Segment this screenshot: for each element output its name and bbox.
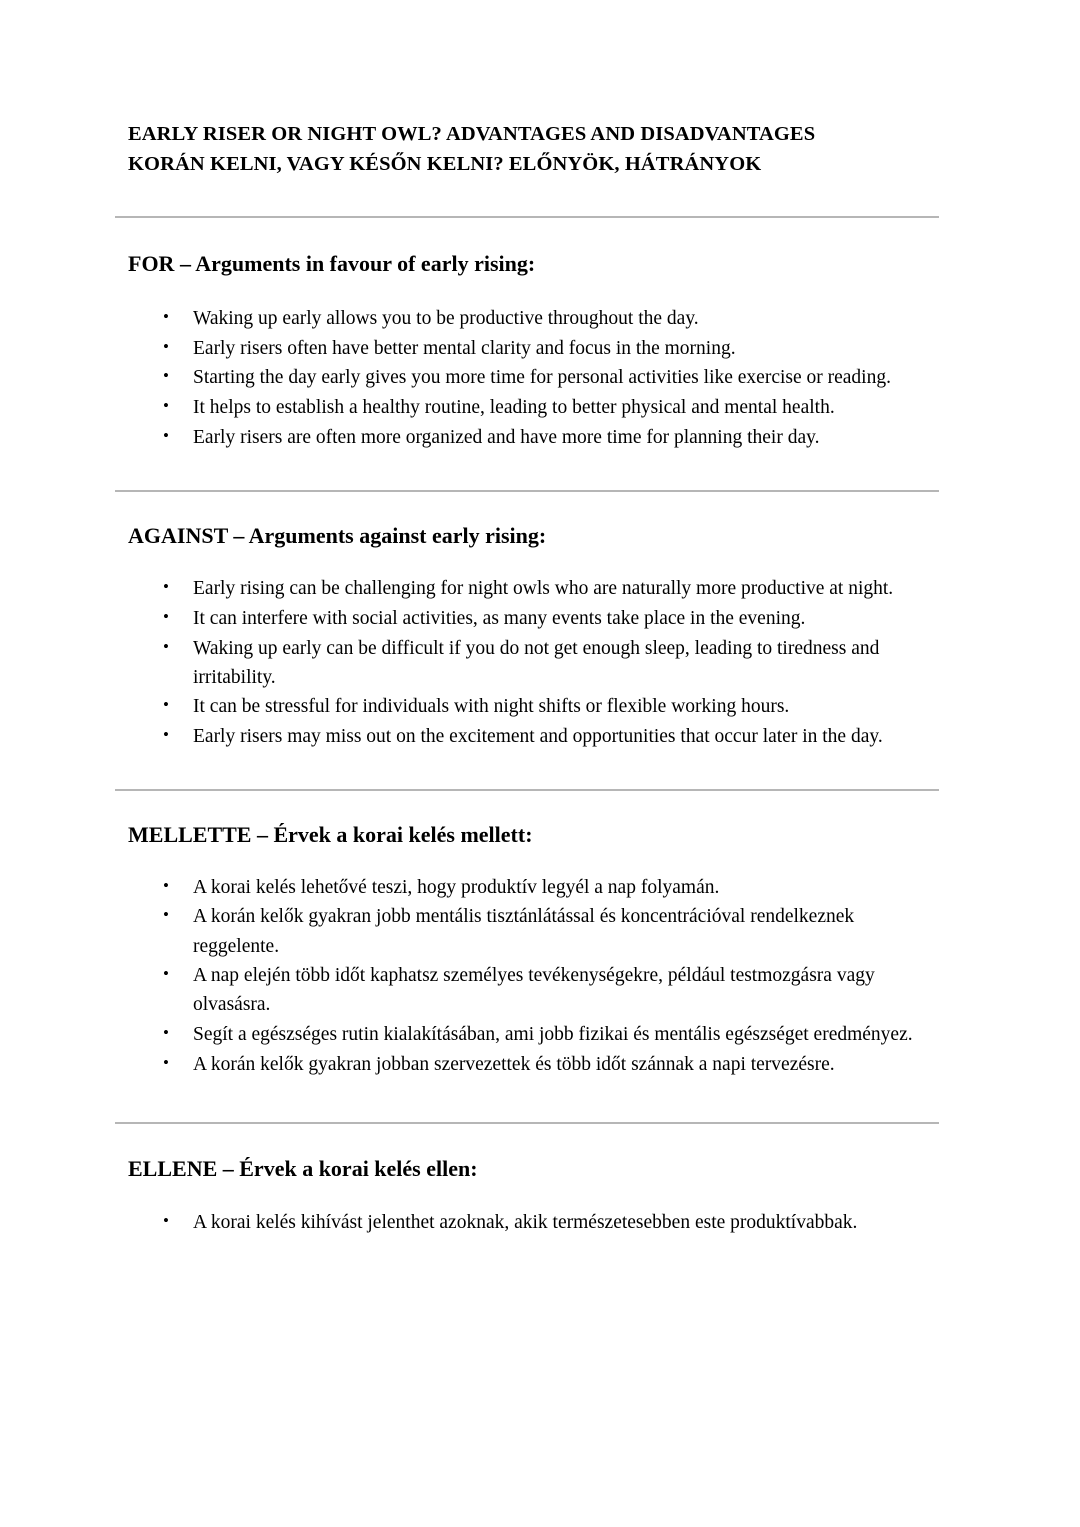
list-item: • Early risers are often more organized and have more time for planning their day. xyxy=(128,423,940,452)
list-item: • A nap elején több időt kaphatsz személyes tevékenységekre, például testmozgásra vagy olvasásra. xyxy=(128,961,940,1019)
page-title-line-english: EARLY RISER OR NIGHT OWL? ADVANTAGES AND DISADVANTAGES xyxy=(128,123,816,145)
section-divider-1 xyxy=(115,216,939,218)
list-item: • Early rising can be challenging for night owls who are naturally more productive at night. xyxy=(128,574,940,603)
list-item: • It can interfere with social activities, as many events take place in the evening. xyxy=(128,604,940,633)
list-item: • Early risers often have better mental clarity and focus in the morning. xyxy=(128,334,940,363)
section-for xyxy=(128,250,940,451)
page-title xyxy=(128,120,940,179)
list-item: • Segít a egészséges rutin kialakításában, ami jobb fizikai és mentális egészséget eredményez. xyxy=(128,1020,940,1049)
list-item: • Waking up early allows you to be productive throughout the day. xyxy=(128,304,940,333)
bullet-list-against xyxy=(128,574,940,751)
section-divider-2 xyxy=(115,490,939,492)
list-item: • It helps to establish a healthy routine, leading to better physical and mental health. xyxy=(128,393,940,422)
section-ellene xyxy=(128,1155,940,1238)
section-heading-mellette: MELLETTE – Érvek a korai kelés mellett: xyxy=(128,822,533,848)
section-heading-ellene: ELLENE – Érvek a korai kelés ellen: xyxy=(128,1155,478,1181)
list-item: • A korai kelés lehetővé teszi, hogy produktív legyél a nap folyamán. xyxy=(128,873,940,902)
list-item: • It can be stressful for individuals with night shifts or flexible working hours. xyxy=(128,692,940,721)
section-against xyxy=(128,522,940,751)
section-divider-4 xyxy=(115,1122,939,1124)
list-item: • Early risers may miss out on the excitement and opportunities that occur later in the day. xyxy=(128,722,940,751)
list-item: • Waking up early can be difficult if you do not get enough sleep, leading to tiredness and irritability. xyxy=(128,634,940,692)
list-item: • Starting the day early gives you more time for personal activities like exercise or reading. xyxy=(128,363,940,392)
list-item: • A korán kelők gyakran jobb mentális tisztánlátással és koncentrációval rendelkeznek reggelente. xyxy=(128,902,940,960)
document-content xyxy=(128,120,940,1238)
section-heading-for: FOR – Arguments in favour of early rising: xyxy=(128,251,536,277)
bullet-list-ellene xyxy=(128,1208,940,1237)
list-item: • A korai kelés kihívást jelenthet azoknak, akik természetesebben este produktívabbak. xyxy=(128,1208,940,1237)
page-title-line-hungarian: KORÁN KELNI, VAGY KÉSŐN KELNI? ELŐNYÖK, HÁTRÁNYOK xyxy=(128,152,762,175)
section-heading-against: AGAINST – Arguments against early rising: xyxy=(128,522,547,548)
bullet-list-for xyxy=(128,304,940,452)
section-divider-3 xyxy=(115,789,939,791)
list-item: • A korán kelők gyakran jobban szervezettek és több időt szánnak a napi tervezésre. xyxy=(128,1050,940,1079)
section-mellette xyxy=(128,821,940,1079)
bullet-list-mellette xyxy=(128,873,940,1079)
